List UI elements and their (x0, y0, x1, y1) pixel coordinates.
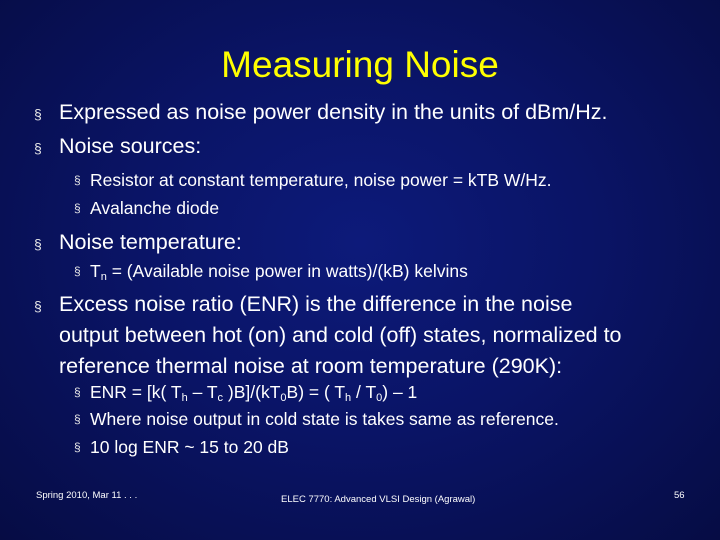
bullet-text: Where noise output in cold state is takes same as reference. (90, 409, 559, 429)
bullet-text: Expressed as noise power density in the units of dBm/Hz. (59, 100, 608, 124)
bullet-text: Noise temperature: (59, 230, 242, 254)
bullet-text: Resistor at constant temperature, noise power = kTB W/Hz. (90, 170, 552, 190)
bullet-text: Excess noise ratio (ENR) is the difference in the noise output between hot (on) and cold (off) states, normalized to reference thermal noise at room temperature (290K): (59, 292, 622, 378)
bullet-icon: § (34, 236, 42, 252)
bullet-icon: § (74, 385, 81, 399)
bullet-icon: § (74, 412, 81, 426)
footer-course: ELEC 7770: Advanced VLSI Design (Agrawal) (281, 494, 476, 505)
bullet-text: 10 log ENR ~ 15 to 20 dB (90, 437, 289, 457)
bullet-text: $T_n$ = (Available noise power in watts)/(kB) kelvins (90, 261, 468, 283)
bullet-icon: § (74, 264, 81, 278)
page-number: 56 (674, 490, 685, 501)
bullet-icon: § (34, 298, 42, 314)
bullet-icon: § (34, 140, 42, 156)
bullet-icon: § (34, 106, 42, 122)
footer-date: Spring 2010, Mar 11 . . . (36, 490, 138, 501)
bullet-icon: § (74, 440, 81, 454)
slide-title: Measuring Noise (221, 44, 499, 85)
bullet-icon: § (74, 201, 81, 215)
bullet-text: ENR = [k( $T_h - T_c$ )$B]/(kT_0B)$ = ( $T_h / T_0) - 1$ (90, 382, 418, 404)
bullet-text: Noise sources: (59, 134, 202, 158)
bullet-icon: § (74, 173, 81, 187)
bullet-text: Avalanche diode (90, 198, 220, 218)
